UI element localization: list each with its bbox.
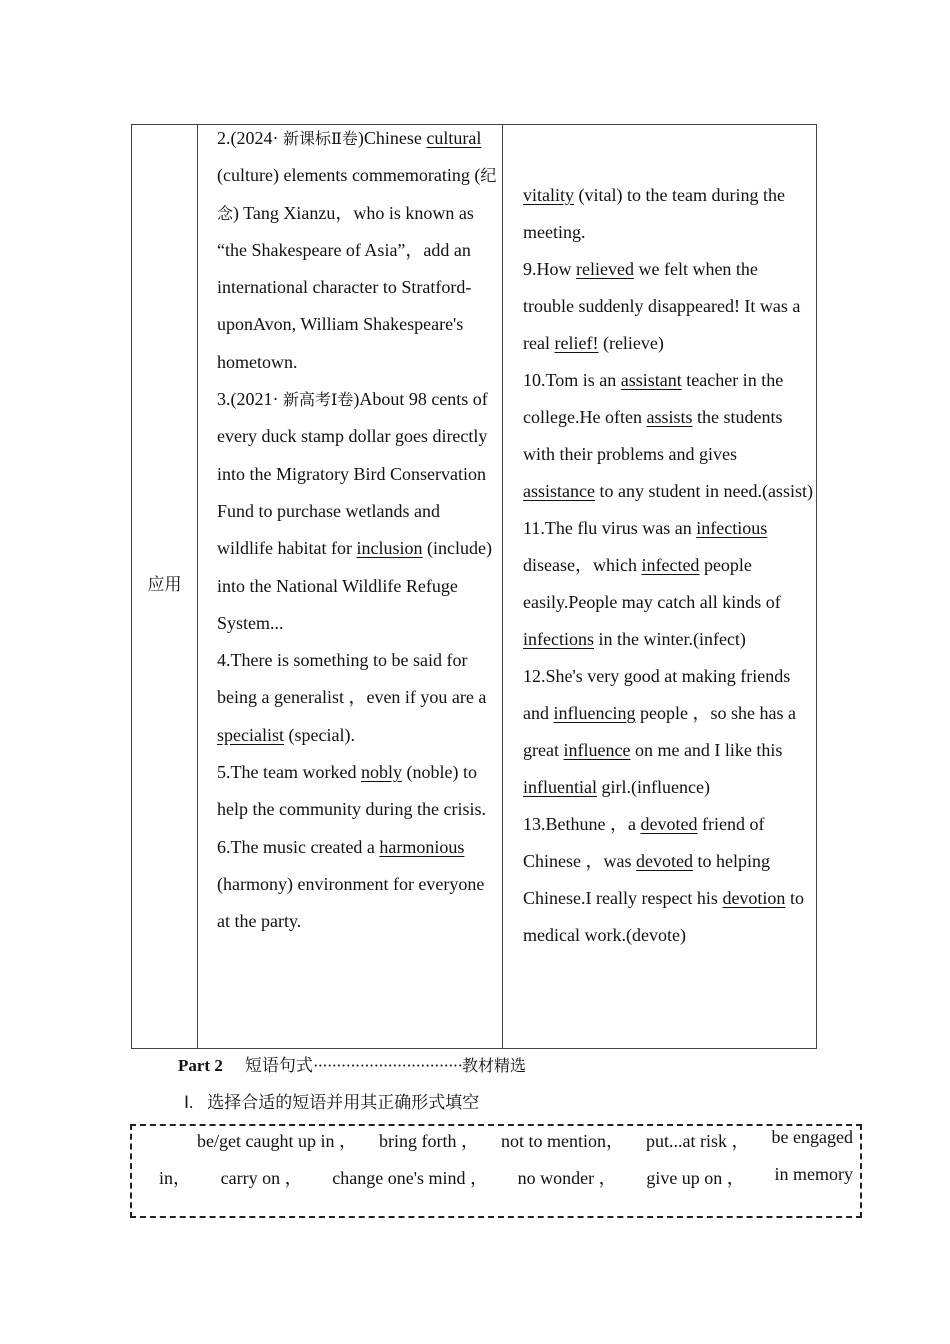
exercise-item-2: 2.(2024· 新课标Ⅱ卷)Chinese cultural (culture) elements commemorating (纪念) Tang Xianzu，who is known as “the Shakespeare of Asia”，add an international character to Stratford-uponAvon, William Shakespeare's hometown. <box>217 128 497 372</box>
phrase-item: in， <box>159 1168 192 1188</box>
exercise-item-11: 11.The flu virus was an infectious disease，which infected people easily.People may catch all kinds of infections in the winter.(infect) <box>523 518 781 649</box>
answer-word: relieved <box>576 259 634 279</box>
answer-word: infected <box>641 555 700 575</box>
phrase-item: in memory <box>774 1164 853 1184</box>
answer-word: specialist <box>217 724 284 745</box>
phrase-item: give up on ， <box>646 1168 745 1188</box>
exercise-item-3: 3.(2021· 新高考Ⅰ卷)About 98 cents of every duck stamp dollar goes directly into the Migratory Bird Conservation Fund to purchase wetlands and wildlife habitat for inclusion (include) into the National Wildlife Refuge System... <box>217 389 492 633</box>
answer-word: devotion <box>722 888 786 908</box>
answer-word: influencing <box>553 703 636 723</box>
part2-heading <box>178 1051 526 1076</box>
answer-word: vitality <box>523 185 574 205</box>
answer-word: assistant <box>620 370 682 390</box>
exercise-item-10: 10.Tom is an assistant teacher in the college.He often assists the students with their problems and gives assistance to any student in need.(assist) <box>523 370 813 501</box>
answer-word: devoted <box>635 851 693 871</box>
answer-word: inclusion <box>356 538 423 559</box>
phrase-line-1 <box>197 1127 853 1153</box>
answer-word: influential <box>523 777 597 797</box>
right-column <box>523 177 813 954</box>
exercise-item-12: 12.She's very good at making friends and influencing people ，so she has a great influence on me and I like this influential girl.(influence) <box>523 666 796 797</box>
exercise-item-13: 13.Bethune ，a devoted friend of Chinese ，was devoted to helping Chinese.I really respect his devotion to medical work.(devote) <box>523 814 804 945</box>
answer-word: assists <box>646 407 693 427</box>
part2-label: Part 2 <box>178 1056 223 1075</box>
phrase-item: put...at risk ， <box>646 1131 750 1151</box>
section-instruction: 选择合适的短语并用其正确形式填空 <box>207 1093 480 1113</box>
section-1-heading <box>184 1088 479 1113</box>
section-numeral: Ⅰ. <box>184 1093 194 1112</box>
answer-word: cultural <box>426 128 482 148</box>
exercise-item-6: 6.The music created a harmonious (harmony) environment for everyone at the party. <box>217 836 485 932</box>
column-divider <box>197 125 198 1048</box>
middle-column <box>217 120 497 941</box>
answer-word: influence <box>563 740 631 760</box>
answer-word: nobly <box>360 762 402 783</box>
phrase-item: carry on ， <box>220 1168 303 1188</box>
leader-dots: ································ <box>312 1056 462 1075</box>
phrase-item: bring forth ， <box>378 1131 479 1151</box>
answer-word: harmonious <box>379 836 465 857</box>
phrase-item: be/get caught up in ， <box>197 1131 357 1151</box>
row-label: 应用 <box>147 575 182 595</box>
answer-word: infections <box>523 629 594 649</box>
column-divider <box>502 125 503 1048</box>
vocabulary-table <box>131 124 817 1049</box>
part2-title: 短语句式 <box>244 1056 313 1076</box>
answer-word: assistance <box>523 481 595 501</box>
answer-word: relief! <box>554 333 599 353</box>
exercise-item-9: 9.How relieved we felt when the trouble suddenly disappeared! It was a real relief! (relieve) <box>523 259 801 353</box>
answer-word: devoted <box>640 814 698 834</box>
part2-tag: 教材精选 <box>462 1056 527 1075</box>
exercise-item-4: 4.There is something to be said for being a generalist ，even if you are a specialist (special). <box>217 650 487 745</box>
exercise-item-8-continued: vitality (vital) to the team during the meeting. <box>523 185 785 242</box>
phrase-item: be engaged <box>771 1127 853 1147</box>
exercise-item-5: 5.The team worked nobly (noble) to help the community during the crisis. <box>217 762 486 820</box>
phrase-item: change one's mind ， <box>332 1168 489 1188</box>
answer-word: infectious <box>696 518 768 538</box>
phrase-item: not to mention， <box>500 1131 624 1151</box>
phrase-line-2 <box>159 1164 853 1190</box>
phrase-item: no wonder ， <box>517 1168 617 1188</box>
